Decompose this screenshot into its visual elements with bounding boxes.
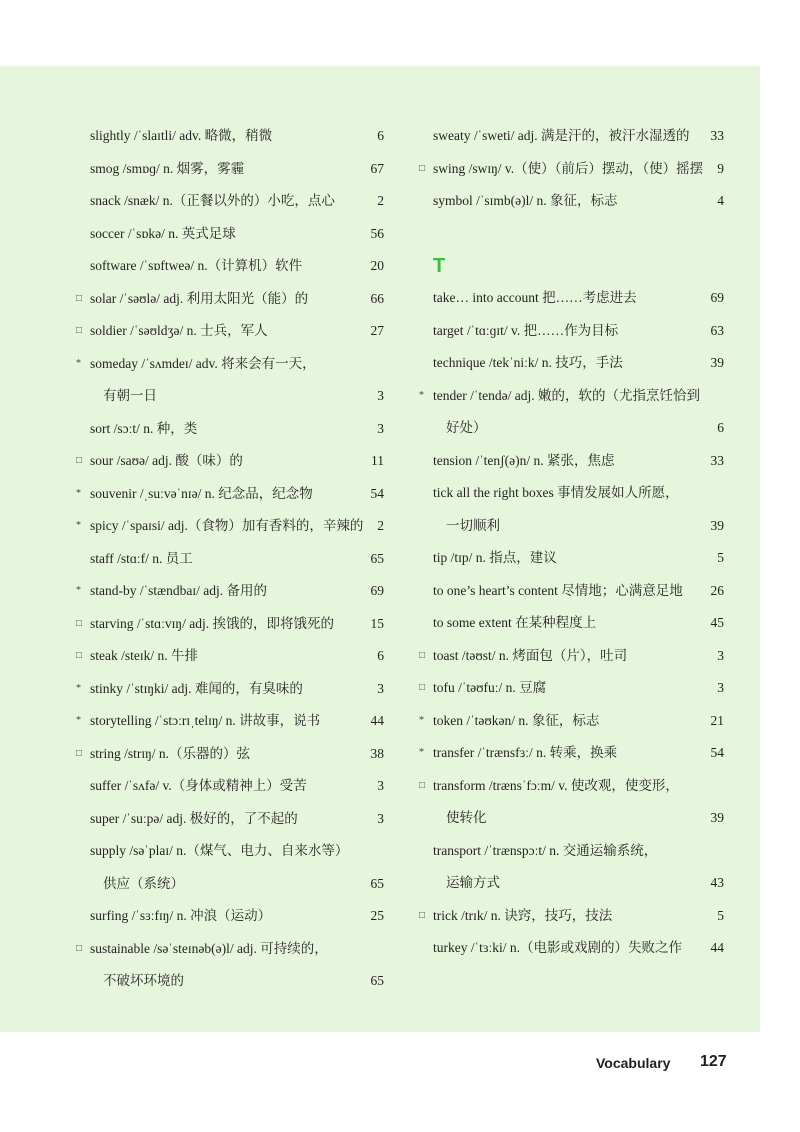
entry-text: string /strɪŋ/ n.（乐器的）弦 bbox=[90, 745, 251, 761]
entry-continuation bbox=[0, 868, 400, 900]
entry-page-number: 38 bbox=[370, 745, 384, 761]
entry-text: spicy /ˈspaɪsi/ adj.（食物）加有香料的，辛辣的 bbox=[90, 518, 364, 533]
vocab-entry bbox=[408, 315, 740, 347]
entry-text: super /ˈsuːpə/ adj. 极好的，了不起的 bbox=[90, 810, 298, 826]
vocab-entry bbox=[408, 737, 740, 769]
entry-page-number: 66 bbox=[370, 290, 384, 306]
asterisk-marker: * bbox=[76, 682, 81, 694]
entry-page-number: 65 bbox=[370, 973, 384, 988]
vocab-entry bbox=[408, 835, 740, 867]
vocab-entry bbox=[408, 640, 740, 672]
entry-text: solar /ˈsəʊlə/ adj. 利用太阳光（能）的 bbox=[90, 290, 309, 306]
asterisk-marker: * bbox=[419, 389, 424, 401]
entry-text: slightly /ˈslaɪtli/ adv. 略微，稍微 bbox=[90, 128, 273, 143]
entry-page-number: 39 bbox=[710, 810, 724, 825]
vocab-entry bbox=[0, 738, 400, 770]
entry-text: souvenir /ˌsuːvəˈnɪə/ n. 纪念品，纪念物 bbox=[90, 485, 313, 501]
square-marker: □ bbox=[419, 779, 426, 791]
entry-text: tension /ˈtenʃ(ə)n/ n. 紧张，焦虑 bbox=[433, 452, 615, 468]
entry-page-number: 56 bbox=[370, 225, 384, 241]
entry-text: sort /sɔːt/ n. 种，类 bbox=[90, 420, 198, 436]
entry-page-number: 43 bbox=[710, 875, 724, 890]
asterisk-marker: * bbox=[76, 487, 81, 499]
vocab-entry bbox=[0, 575, 400, 607]
asterisk-marker: * bbox=[76, 585, 81, 596]
entry-page-number: 15 bbox=[370, 615, 384, 631]
entry-page-number: 6 bbox=[717, 420, 724, 435]
vocab-entry bbox=[0, 835, 400, 867]
square-marker: □ bbox=[76, 292, 83, 304]
square-marker: □ bbox=[419, 649, 426, 661]
square-marker: □ bbox=[76, 325, 83, 336]
entry-text: soccer /ˈsɒkə/ n. 英式足球 bbox=[90, 225, 236, 241]
entry-continuation bbox=[408, 802, 740, 834]
entry-text: transform /trænsˈfɔːm/ v. 使改观，使变形， bbox=[433, 777, 679, 793]
entry-text: storytelling /ˈstɔːrɪˌtelɪŋ/ n. 讲故事，说书 bbox=[90, 713, 321, 728]
entry-page-number: 69 bbox=[370, 583, 384, 598]
entry-text: stand-by /ˈstændbaɪ/ adj. 备用的 bbox=[90, 583, 267, 598]
entry-continuation bbox=[0, 965, 400, 997]
entry-text: supply /səˈplaɪ/ n.（煤气、电力、自来水等） bbox=[90, 843, 349, 858]
vocab-entry bbox=[0, 348, 400, 380]
entry-text: software /ˈsɒftweə/ n.（计算机）软件 bbox=[90, 258, 303, 273]
vocab-entry bbox=[408, 900, 740, 932]
entry-page-number: 33 bbox=[710, 128, 724, 143]
entry-text: stinky /ˈstɪŋki/ adj. 难闻的，有臭味的 bbox=[90, 680, 303, 696]
vocabulary-panel bbox=[0, 66, 760, 1032]
entry-text: suffer /ˈsʌfə/ v.（身体或精神上）受苦 bbox=[90, 778, 307, 793]
vocab-entry bbox=[408, 477, 740, 509]
entry-text: swing /swɪŋ/ v.（使）（前后）摆动，（使）摇摆 bbox=[433, 160, 704, 176]
vocab-entry bbox=[0, 478, 400, 510]
vocab-entry bbox=[0, 770, 400, 802]
vocab-entry bbox=[0, 315, 400, 347]
section-letter-t: T bbox=[433, 255, 446, 277]
entry-page-number: 3 bbox=[717, 647, 724, 663]
entry-page-number: 5 bbox=[717, 907, 724, 923]
entry-page-number: 11 bbox=[371, 453, 384, 468]
vocab-entry bbox=[0, 120, 400, 152]
entry-text: transfer /ˈtrænsfɜː/ n. 转乘，换乘 bbox=[433, 745, 618, 760]
square-marker: □ bbox=[419, 909, 426, 921]
entry-text: tofu /ˈtəʊfuː/ n. 豆腐 bbox=[433, 680, 547, 695]
vocab-entry bbox=[0, 673, 400, 705]
footer-label: Vocabulary bbox=[596, 1055, 671, 1071]
entry-page-number: 45 bbox=[710, 615, 724, 630]
vocab-entry bbox=[0, 283, 400, 315]
entry-text: to some extent 在某种程度上 bbox=[433, 615, 597, 630]
vocab-entry bbox=[408, 607, 740, 639]
vocab-entry bbox=[0, 900, 400, 932]
entry-page-number: 33 bbox=[710, 452, 724, 468]
vocab-entry bbox=[0, 705, 400, 737]
entry-continuation bbox=[408, 412, 740, 444]
vocab-entry bbox=[0, 413, 400, 445]
entry-page-number: 9 bbox=[717, 160, 724, 176]
entry-text: sustainable /səˈsteɪnəb(ə)l/ adj. 可持续的， bbox=[90, 940, 328, 956]
entry-text: token /ˈtəʊkən/ n. 象征，标志 bbox=[433, 712, 600, 728]
vocab-entry bbox=[408, 575, 740, 607]
vocab-entry bbox=[408, 282, 740, 314]
entry-page-number: 26 bbox=[710, 582, 724, 598]
asterisk-marker: * bbox=[76, 520, 81, 531]
vocab-entry bbox=[408, 672, 740, 704]
entry-page-number: 27 bbox=[370, 323, 384, 338]
vocab-entry bbox=[0, 153, 400, 185]
page-number: 127 bbox=[700, 1053, 727, 1070]
entry-text: soldier /ˈsəʊldʒə/ n. 士兵，军人 bbox=[90, 323, 268, 338]
entry-text: 好处） bbox=[446, 420, 487, 435]
entry-text: tick all the right boxes 事情发展如人所愿， bbox=[433, 485, 679, 500]
asterisk-marker: * bbox=[419, 714, 424, 726]
vocab-entry bbox=[408, 120, 740, 152]
square-marker: □ bbox=[76, 942, 83, 954]
entry-text: turkey /ˈtɜːki/ n.（电影或戏剧的）失败之作 bbox=[433, 940, 683, 955]
entry-text: staff /stɑːf/ n. 员工 bbox=[90, 550, 193, 566]
entry-text: sweaty /ˈsweti/ adj. 满是汗的，被汗水湿透的 bbox=[433, 128, 690, 143]
square-marker: □ bbox=[419, 682, 426, 693]
entry-text: tip /tɪp/ n. 指点，建议 bbox=[433, 550, 557, 565]
vocab-entry bbox=[408, 347, 740, 379]
entry-text: smog /smɒɡ/ n. 烟雾，雾霾 bbox=[90, 160, 245, 176]
vocab-entry bbox=[0, 803, 400, 835]
entry-page-number: 44 bbox=[710, 940, 724, 955]
vocab-entry bbox=[0, 185, 400, 217]
entry-page-number: 2 bbox=[377, 518, 384, 533]
vocab-entry bbox=[408, 445, 740, 477]
entry-page-number: 3 bbox=[377, 778, 384, 793]
entry-text: transport /ˈtrænspɔːt/ n. 交通运输系统， bbox=[433, 842, 658, 858]
vocab-entry bbox=[408, 153, 740, 185]
vocab-entry bbox=[0, 250, 400, 282]
entry-text: someday /ˈsʌmdeɪ/ adv. 将来会有一天， bbox=[90, 355, 316, 371]
entry-text: 使转化 bbox=[446, 810, 487, 825]
vocab-entry bbox=[0, 640, 400, 672]
asterisk-marker: * bbox=[419, 747, 424, 758]
entry-page-number: 6 bbox=[377, 648, 384, 663]
vocab-entry bbox=[408, 542, 740, 574]
entry-text: take… into account 把……考虑进去 bbox=[433, 290, 637, 305]
entry-text: 运输方式 bbox=[446, 875, 500, 890]
entry-page-number: 2 bbox=[377, 193, 384, 208]
entry-text: symbol /ˈsɪmb(ə)l/ n. 象征，标志 bbox=[433, 193, 618, 208]
entry-text: snack /snæk/ n.（正餐以外的）小吃，点心 bbox=[90, 193, 335, 208]
entry-text: toast /təʊst/ n. 烤面包（片），吐司 bbox=[433, 647, 628, 663]
entry-page-number: 69 bbox=[710, 290, 724, 305]
vocab-entry bbox=[0, 608, 400, 640]
asterisk-marker: * bbox=[76, 357, 81, 369]
entry-page-number: 4 bbox=[717, 193, 724, 208]
entry-page-number: 3 bbox=[377, 388, 384, 403]
entry-continuation bbox=[408, 867, 740, 899]
vocab-entry bbox=[0, 218, 400, 250]
entry-page-number: 44 bbox=[370, 713, 384, 728]
square-marker: □ bbox=[419, 162, 426, 174]
entry-page-number: 63 bbox=[710, 322, 724, 338]
vocab-entry bbox=[408, 705, 740, 737]
entry-page-number: 20 bbox=[370, 258, 384, 273]
entry-text: tender /ˈtendə/ adj. 嫩的，软的（尤指烹饪恰到 bbox=[433, 387, 700, 403]
entry-text: starving /ˈstɑːvɪŋ/ adj. 挨饿的，即将饿死的 bbox=[90, 615, 334, 631]
entry-page-number: 54 bbox=[370, 485, 384, 501]
entry-text: technique /tekˈniːk/ n. 技巧，手法 bbox=[433, 355, 623, 370]
vocab-entry bbox=[0, 543, 400, 575]
entry-text: 有朝一日 bbox=[103, 388, 157, 403]
entry-continuation bbox=[408, 510, 740, 542]
vocab-entry bbox=[0, 445, 400, 477]
entry-continuation bbox=[0, 380, 400, 412]
square-marker: □ bbox=[76, 747, 83, 759]
entry-page-number: 25 bbox=[370, 908, 384, 923]
entry-page-number: 39 bbox=[710, 355, 724, 370]
entry-page-number: 3 bbox=[377, 810, 384, 826]
entry-page-number: 3 bbox=[717, 680, 724, 695]
entry-page-number: 54 bbox=[710, 745, 724, 760]
vocab-entry bbox=[408, 770, 740, 802]
entry-page-number: 5 bbox=[717, 550, 724, 565]
vocab-entry bbox=[408, 932, 740, 964]
entry-page-number: 39 bbox=[710, 517, 724, 533]
entry-page-number: 3 bbox=[377, 420, 384, 436]
entry-page-number: 65 bbox=[370, 875, 384, 891]
entry-text: steak /steɪk/ n. 牛排 bbox=[90, 648, 198, 663]
entry-text: to one’s heart’s content 尽情地；心满意足地 bbox=[433, 582, 683, 598]
vocab-entry bbox=[0, 510, 400, 542]
entry-text: trick /trɪk/ n. 诀窍，技巧，技法 bbox=[433, 907, 613, 923]
vocab-entry bbox=[408, 380, 740, 412]
square-marker: □ bbox=[76, 455, 83, 466]
entry-text: 供应（系统） bbox=[103, 875, 184, 891]
asterisk-marker: * bbox=[76, 715, 81, 726]
vocab-entry bbox=[408, 185, 740, 217]
entry-text: surfing /ˈsɜːfɪŋ/ n. 冲浪（运动） bbox=[90, 908, 272, 923]
vocab-entry bbox=[0, 933, 400, 965]
square-marker: □ bbox=[76, 617, 83, 629]
entry-text: 不破坏环境的 bbox=[103, 973, 184, 988]
entry-page-number: 21 bbox=[710, 712, 724, 728]
entry-text: sour /saʊə/ adj. 酸（味）的 bbox=[90, 453, 243, 468]
entry-page-number: 3 bbox=[377, 680, 384, 696]
entry-text: target /ˈtɑːɡɪt/ v. 把……作为目标 bbox=[433, 322, 619, 338]
entry-page-number: 6 bbox=[377, 128, 384, 143]
entry-text: 一切顺利 bbox=[446, 517, 500, 533]
entry-page-number: 67 bbox=[370, 160, 384, 176]
entry-page-number: 65 bbox=[370, 550, 384, 566]
square-marker: □ bbox=[76, 650, 83, 661]
